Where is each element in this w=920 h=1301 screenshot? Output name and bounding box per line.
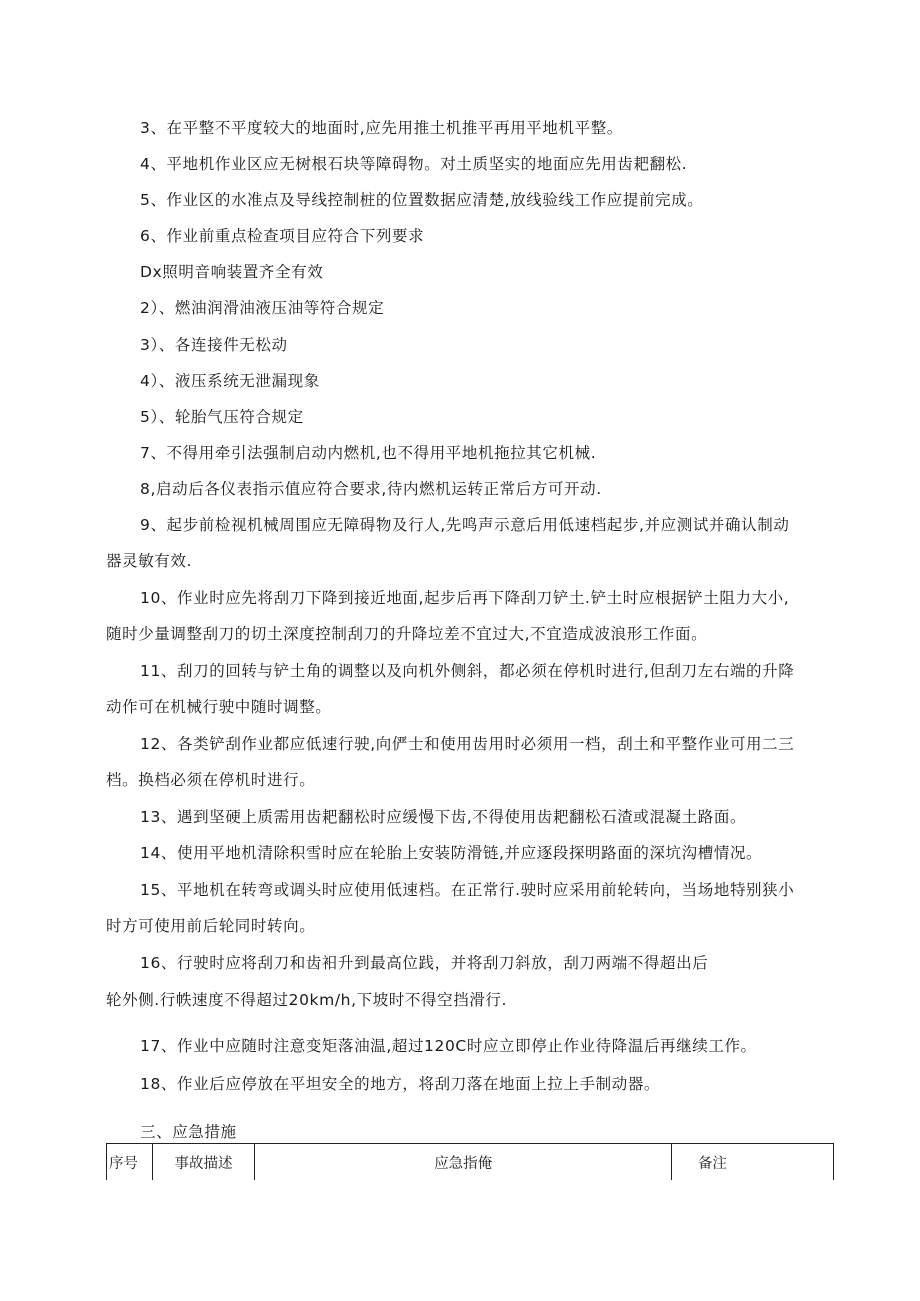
paragraph-line: 7、不得用牵引法强制启动内燃机,也不得用平地机拖拉其它机械. (140, 444, 597, 462)
paragraph-line: 3）、各连接件无松动 (140, 336, 288, 354)
paragraph-line: 15、平地机在转弯或调头时应使用低速档。在正常行.驶时应采用前轮转向，当场地特别狭小 (140, 881, 795, 899)
paragraph-line: 13、遇到坚硬上质需用齿耙翻松时应缓慢下齿,不得使用齿耙翻松石渣或混凝土路面。 (140, 808, 747, 826)
paragraph-line: 5、作业区的水准点及导线控制桩的位置数据应清楚,放线验线工作应提前完成。 (140, 191, 704, 209)
emergency-measures-table (106, 1143, 834, 1180)
paragraph-line: 3、在平整不平度较大的地面时,应先用推土机推平再用平地机平整。 (140, 119, 623, 137)
paragraph-line: 动作可在机械行驶中随时调整。 (106, 698, 332, 716)
paragraph-line: 8,启动后各仪表指示值应符合要求,待内燃机运转正常后方可开动. (140, 480, 602, 498)
paragraph-line: 5）、轮胎气压符合规定 (140, 408, 304, 426)
paragraph-line: 随时少量调整刮刀的切土深度控制刮刀的升降垃差不宜过大,不宜造成波浪形工作面。 (106, 625, 708, 643)
paragraph-line: 轮外侧.行帙速度不得超过20km/h,下坡时不得空挡滑行. (106, 991, 508, 1009)
paragraph-line: 时方可使用前后轮同时转向。 (106, 917, 316, 935)
header-cell-number: 序号 (107, 1144, 153, 1181)
paragraph-line: 9、起步前检视机械周围应无障碍物及行人,先鸣声示意后用低速档起步,并应测试并确认制动 (140, 516, 790, 534)
paragraph-line: 4、平地机作业区应无树根石块等障碍物。对土质坚实的地面应先用齿耙翻松. (140, 155, 688, 173)
paragraph-line: 14、使用平地机清除积雪时应在轮胎上安装防滑链,并应逐段探明路面的深坑沟槽情况。 (140, 844, 763, 862)
header-cell-remarks: 备注 (671, 1144, 833, 1181)
paragraph-line: 2）、燃油润滑油液压油等符合规定 (140, 299, 385, 317)
paragraph-line: Dx照明音响装置齐全有效 (140, 263, 324, 281)
paragraph-line: 18、作业后应停放在平坦安全的地方，将刮刀落在地面上拉上手制动器。 (140, 1075, 661, 1093)
section-heading: 三、应急措施 (140, 1123, 237, 1141)
header-cell-accident-description: 事故描述 (152, 1144, 255, 1181)
paragraph-line: 4）、液压系统无泄漏现象 (140, 372, 320, 390)
paragraph-line: 17、作业中应随时注意变矩落油温,超过120C时应立即停止作业待降温后再继续工作。 (140, 1037, 757, 1055)
paragraph-line: 10、作业时应先将刮刀下降到接近地面,起步后再下降刮刀铲土.铲土时应根据铲土阻力大小, (140, 589, 790, 607)
paragraph-line: 11、刮刀的回转与铲土角的调整以及向机外侧斜，都必须在停机时进行,但刮刀左右端的升降 (140, 662, 795, 680)
paragraph-line: 12、各类铲刮作业都应低速行驶,向俨士和使用齿用时必须用一档，刮土和平整作业可用二三 (140, 735, 795, 753)
table-header-row (107, 1144, 834, 1181)
header-cell-emergency-guide: 应急指俺 (255, 1144, 671, 1181)
paragraph-line: 16、行驶时应将刮刀和齿衵升到最高位践，并将刮刀斜放，刮刀两端不得超出后 (140, 954, 709, 972)
paragraph-line: 档。换档必须在停机时进行。 (106, 771, 316, 789)
paragraph-line: 器灵敏有效. (106, 552, 193, 570)
paragraph-line: 6、作业前重点检查项目应符合下列要求 (140, 227, 425, 245)
